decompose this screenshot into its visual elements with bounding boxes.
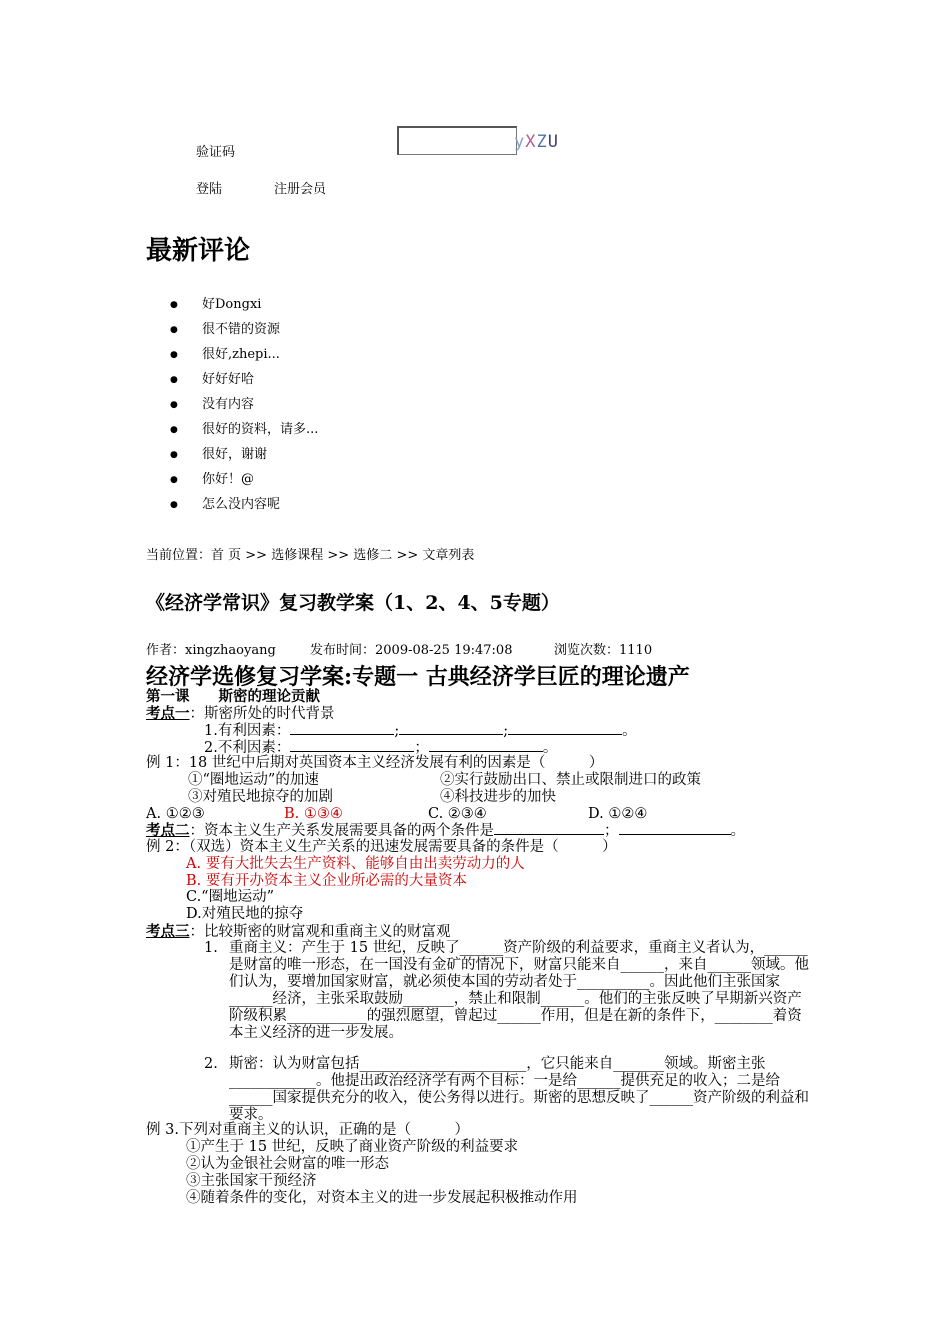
favorable-label: 1.有利因素： bbox=[204, 723, 291, 739]
comment-item[interactable]: ● 很好,zhepi... bbox=[170, 346, 318, 371]
comment-item[interactable]: ● 很不错的资源 bbox=[170, 321, 318, 346]
unfavorable-label: 2.不利因素： bbox=[204, 740, 291, 756]
key-point-1-label: 考点一 bbox=[146, 705, 190, 722]
comment-item[interactable]: ● 很好，谢谢 bbox=[170, 446, 318, 471]
meta-author: 作者：xingzhaoyang bbox=[146, 643, 276, 658]
example-2-choice-a: A. 要有大批失去生产资料、能够自由出卖劳动力的人 bbox=[186, 856, 525, 872]
smith-paragraph: 斯密：认为财富包括_______________________，它只能来自_______领域。斯密主张____________。他提出政治经济学有两个目标：一是给______提供充足的收入；二是给______国家提供充分的收入，使公务得以进行。斯密的思想反映了______资产阶级的利益和要求。 bbox=[229, 1056, 809, 1123]
breadcrumb-elective[interactable]: 选修课程 bbox=[271, 548, 324, 563]
breadcrumb-home[interactable]: 首 页 bbox=[211, 548, 242, 563]
key-point-3-item-2-number: 2. bbox=[204, 1056, 218, 1072]
example-1-choice-d: D. ①②④ bbox=[588, 806, 648, 822]
login-link[interactable]: 登陆 bbox=[196, 182, 223, 197]
example-2-choice-d: D.对殖民地的掠夺 bbox=[186, 906, 304, 922]
key-point-2: 考点二：资本主义生产关系发展需要具备的两个条件是 ； 。 bbox=[146, 822, 745, 839]
captcha-input[interactable] bbox=[397, 126, 517, 155]
captcha-image[interactable]: yXZU bbox=[514, 132, 559, 152]
key-point-3-label: 考点三 bbox=[146, 923, 190, 940]
mercantilism-paragraph: 重商主义：产生于 15 世纪，反映了______资产阶级的利益要求，重商主义者认为，______是财富的唯一形态，在一国没有金矿的情况下，财富只能来自______，来自______领域。他们认为，要增加国家财富，就必须使本国的劳动者处于__________。因此他们主张国家______经济，主张采取鼓励_______，禁止和限制______。他们的主张反映了早期新兴资产阶级积累___________的强烈愿望，曾起过______作用，但是在新的条件下，________着资本主义经济的进一步发展。 bbox=[229, 940, 809, 1041]
example-3-option-3: ③主张国家干预经济 bbox=[186, 1173, 317, 1189]
comment-item[interactable]: ● 很好的资料，请多... bbox=[170, 421, 318, 446]
example-1-option-1: ①“圈地运动”的加速 bbox=[188, 772, 319, 788]
example-3-question: 例 3.下列对重商主义的认识，正确的是（ ） bbox=[146, 1122, 469, 1138]
breadcrumb-prefix: 当前位置： bbox=[146, 548, 212, 563]
key-point-3-text: ：比较斯密的财富观和重商主义的财富观 bbox=[189, 924, 451, 940]
key-point-2-text: ：资本主义生产关系发展需要具备的两个条件是 bbox=[189, 823, 494, 839]
comment-item[interactable]: ● 没有内容 bbox=[170, 396, 318, 421]
example-1-choice-c: C. ②③④ bbox=[428, 806, 487, 822]
example-1-choice-b: B. ①③④ bbox=[284, 806, 343, 822]
comments-heading: 最新评论 bbox=[146, 236, 251, 266]
key-point-3-item-1-number: 1. bbox=[204, 940, 218, 956]
example-1-option-2: ②实行鼓励出口、禁止或限制进口的政策 bbox=[440, 772, 701, 788]
example-1-option-3: ③对殖民地掠夺的加剧 bbox=[188, 789, 333, 805]
example-1-option-4: ④科技进步的加快 bbox=[440, 789, 556, 805]
key-point-3 bbox=[146, 923, 451, 941]
example-2-choice-c: C.“圈地运动” bbox=[186, 889, 275, 905]
lesson-title: 第一课 斯密的理论贡献 bbox=[146, 688, 320, 705]
comment-item[interactable]: ● 好好好哈 bbox=[170, 371, 318, 396]
breadcrumb-elective-two[interactable]: 选修二 bbox=[353, 548, 393, 563]
register-link[interactable]: 注册会员 bbox=[274, 182, 327, 197]
example-1-choice-a: A. ①②③ bbox=[146, 806, 205, 822]
comment-item[interactable]: ● 好Dongxi bbox=[170, 296, 318, 321]
comment-item[interactable]: ● 你好！@ bbox=[170, 471, 318, 496]
example-2-question: 例 2：（双选）资本主义生产关系的迅速发展需要具备的条件是（ ） bbox=[146, 839, 617, 855]
key-point-1-text: ：斯密所处的时代背景 bbox=[189, 706, 335, 722]
example-3-option-2: ②认为金银社会财富的唯一形态 bbox=[186, 1156, 389, 1172]
doc-title: 经济学选修复习学案:专题一 古典经济学巨匠的理论遗产 bbox=[146, 664, 690, 690]
breadcrumb-sep: >> bbox=[241, 548, 272, 563]
comment-item[interactable]: ● 怎么没内容呢 bbox=[170, 496, 318, 521]
breadcrumb-sep: >> bbox=[323, 548, 354, 563]
example-2-choice-b: B. 要有开办资本主义企业所必需的大量资本 bbox=[186, 873, 467, 889]
meta-time: 发布时间：2009-08-25 19:47:08 bbox=[310, 643, 513, 658]
key-point-1 bbox=[146, 705, 335, 723]
example-3-option-4: ④随着条件的变化，对资本主义的进一步发展起积极推动作用 bbox=[186, 1190, 578, 1206]
comments-list bbox=[170, 296, 318, 521]
key-point-2-label: 考点二 bbox=[146, 822, 190, 839]
meta-views: 浏览次数：1110 bbox=[554, 643, 653, 658]
breadcrumb-sep: >> bbox=[392, 548, 423, 563]
article-title: 《经济学常识》复习教学案（1、2、4、5专题） bbox=[146, 592, 560, 614]
captcha-label: 验证码 bbox=[196, 145, 236, 160]
example-1-question: 例 1：18 世纪中后期对英国资本主义经济发展有利的因素是（ ） bbox=[146, 755, 604, 771]
favorable-factors: 1.有利因素： ; ; 。 bbox=[204, 723, 637, 739]
example-3-option-1: ①产生于 15 世纪，反映了商业资产阶级的利益要求 bbox=[186, 1139, 519, 1155]
breadcrumb-article-list[interactable]: 文章列表 bbox=[422, 548, 475, 563]
breadcrumb bbox=[146, 544, 474, 563]
unfavorable-factors: 2.不利因素： ； 。 bbox=[204, 740, 558, 756]
